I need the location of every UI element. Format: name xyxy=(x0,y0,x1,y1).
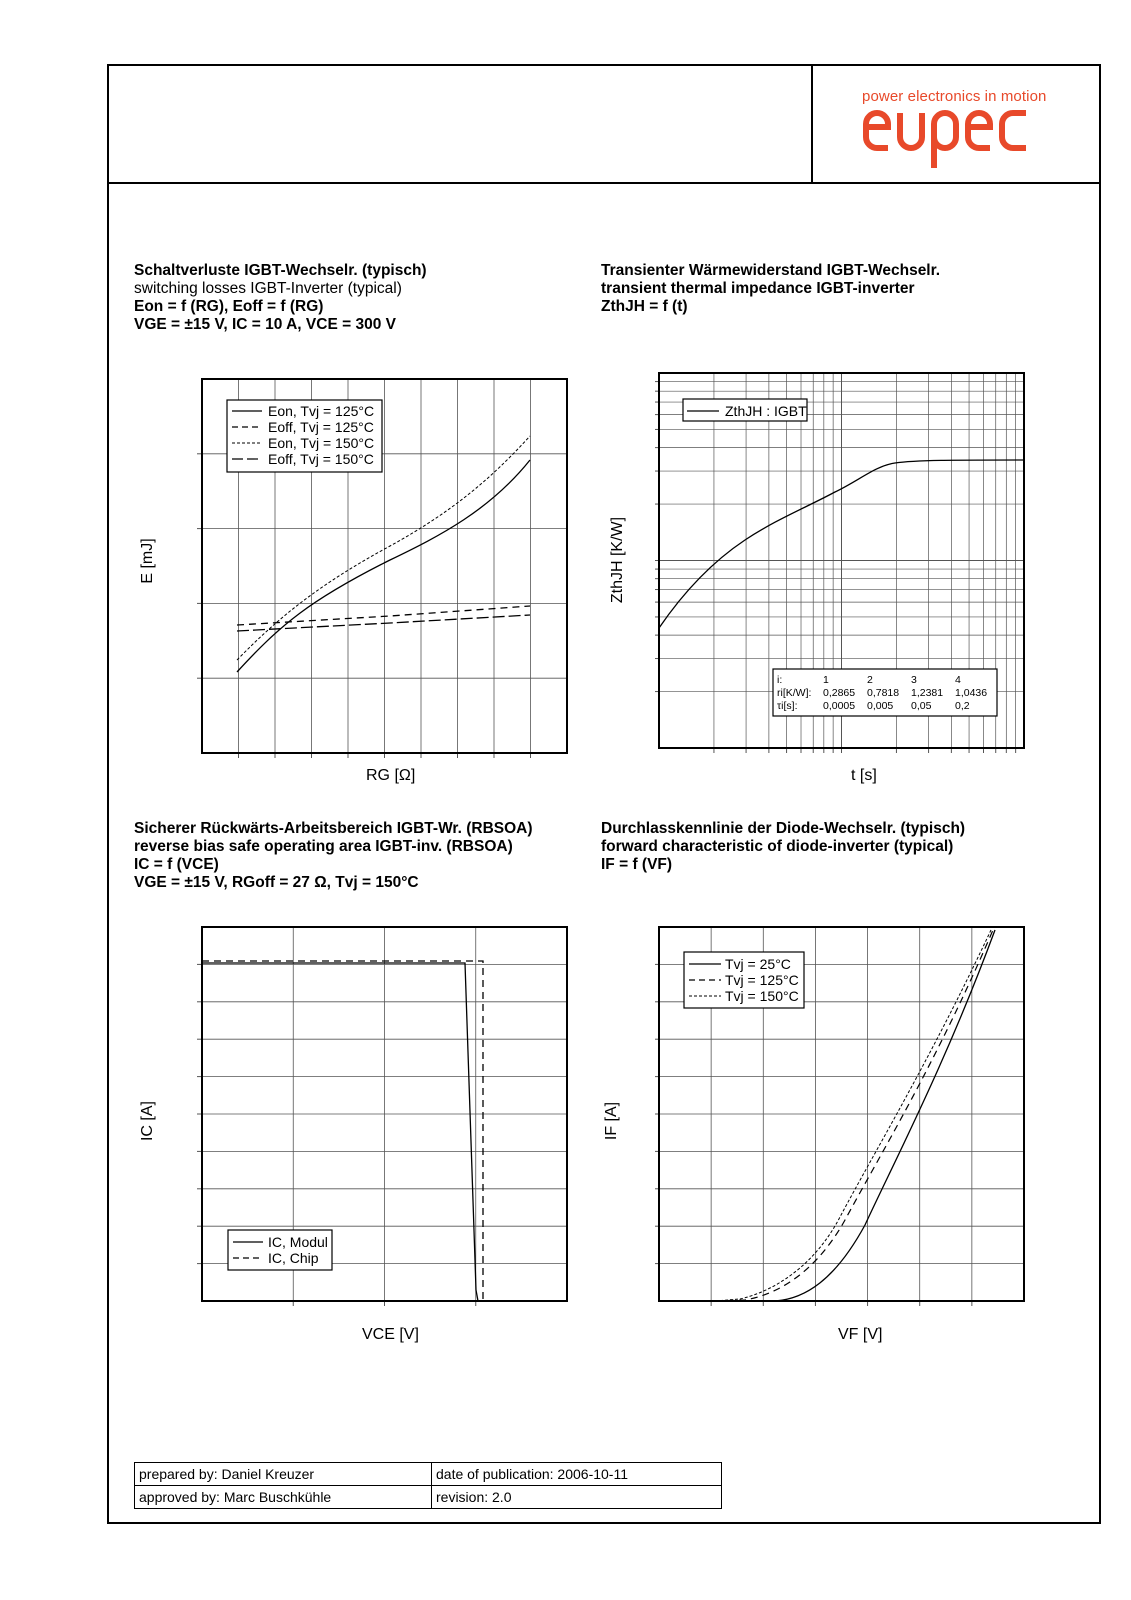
legend-eon-150: Eon, Tvj = 150°C xyxy=(268,435,375,451)
diode-chart-title xyxy=(601,820,965,874)
publication-date: date of publication: 2006-10-11 xyxy=(432,1463,722,1486)
zth-table-r2: 0,7818 xyxy=(867,687,900,699)
approval-table xyxy=(134,1462,722,1509)
zth-y-label: ZthJH [K/W] xyxy=(609,516,626,604)
legend-tvj-125: Tvj = 125°C xyxy=(725,972,799,988)
approved-by: approved by: Marc Buschkühle xyxy=(135,1486,432,1509)
rbsoa-title-line3: IC = f (VCE) xyxy=(134,856,219,873)
brand-slogan: power electronics in motion xyxy=(862,88,1047,105)
zth-table-r3: 1,2381 xyxy=(911,687,944,699)
eupec-logo xyxy=(860,108,1032,172)
legend-eon-125: Eon, Tvj = 125°C xyxy=(268,403,375,419)
zth-table-h4: 4 xyxy=(955,674,961,686)
legend-zth-igbt: ZthJH : IGBT xyxy=(725,403,807,419)
zth-table-t4: 0,2 xyxy=(955,700,970,712)
rbsoa-title-line1: Sicherer Rückwärts-Arbeitsbereich IGBT-Wr. (RBSOA) xyxy=(134,820,533,837)
legend-tvj-150: Tvj = 150°C xyxy=(725,988,799,1004)
zth-title-line1: Transienter Wärmewiderstand IGBT-Wechselr. xyxy=(601,262,941,279)
diode-title-line1: Durchlasskennlinie der Diode-Wechselr. (typisch) xyxy=(601,820,966,837)
zth-table-r0: ri[K/W]: xyxy=(777,687,812,699)
rbsoa-plot xyxy=(190,925,580,1320)
rbsoa-title-line4: VGE = ±15 V, RGoff = 27 Ω, Tvj = 150°C xyxy=(134,874,419,891)
legend-tvj-25: Tvj = 25°C xyxy=(725,956,791,972)
zth-title-line2: transient thermal impedance IGBT-inverter xyxy=(601,280,915,297)
losses-series-eon-125 xyxy=(237,460,530,672)
losses-chart-title xyxy=(134,262,427,334)
losses-title-line3: Eon = f (RG), Eoff = f (RG) xyxy=(134,298,324,315)
losses-title-line1: Schaltverluste IGBT-Wechselr. (typisch) xyxy=(134,262,427,279)
rbsoa-x-label: VCE [V] xyxy=(362,1326,419,1343)
zth-plot xyxy=(655,370,1040,760)
diode-x-label: VF [V] xyxy=(838,1326,883,1343)
diode-y-label: IF [A] xyxy=(603,1101,620,1141)
diode-plot xyxy=(655,925,1040,1320)
rbsoa-chart-title xyxy=(134,820,533,892)
zth-table-h0: i: xyxy=(777,674,783,686)
zth-x-label: t [s] xyxy=(851,767,877,784)
zth-table-r1: 0,2865 xyxy=(823,687,856,699)
prepared-by: prepared by: Daniel Kreuzer xyxy=(135,1463,432,1486)
legend-ic-modul: IC, Modul xyxy=(268,1234,328,1250)
losses-plot xyxy=(190,370,580,760)
zth-chart-title xyxy=(601,262,940,316)
zth-table-h2: 2 xyxy=(867,674,873,686)
losses-x-label: RG [Ω] xyxy=(366,767,416,784)
legend-eoff-125: Eoff, Tvj = 125°C xyxy=(268,419,374,435)
losses-series-eoff-125 xyxy=(237,606,530,625)
diode-title-line2: forward characteristic of diode-inverter (typical) xyxy=(601,838,954,855)
zth-table-t3: 0,05 xyxy=(911,700,932,712)
header-logo-divider xyxy=(811,64,813,183)
zth-table-t1: 0,0005 xyxy=(823,700,856,712)
rbsoa-title-line2: reverse bias safe operating area IGBT-inv. (RBSOA) xyxy=(134,838,513,855)
losses-title-line4: VGE = ±15 V, IC = 10 A, VCE = 300 V xyxy=(134,316,396,333)
losses-y-label: E [mJ] xyxy=(139,538,156,584)
zth-table-h3: 3 xyxy=(911,674,917,686)
rbsoa-y-label: IC [A] xyxy=(139,1101,156,1142)
losses-title-line2: switching losses IGBT-Inverter (typical) xyxy=(134,280,402,297)
legend-eoff-150: Eoff, Tvj = 150°C xyxy=(268,451,374,467)
zth-table-h1: 1 xyxy=(823,674,829,686)
zth-table-t0: τi[s]: xyxy=(777,700,798,712)
zth-table-r4: 1,0436 xyxy=(955,687,988,699)
zth-title-line3: ZthJH = f (t) xyxy=(601,298,688,315)
revision: revision: 2.0 xyxy=(432,1486,722,1509)
zth-table-t2: 0,005 xyxy=(867,700,894,712)
header-divider xyxy=(107,182,1101,184)
legend-ic-chip: IC, Chip xyxy=(268,1250,319,1266)
diode-title-line3: IF = f (VF) xyxy=(601,856,673,873)
